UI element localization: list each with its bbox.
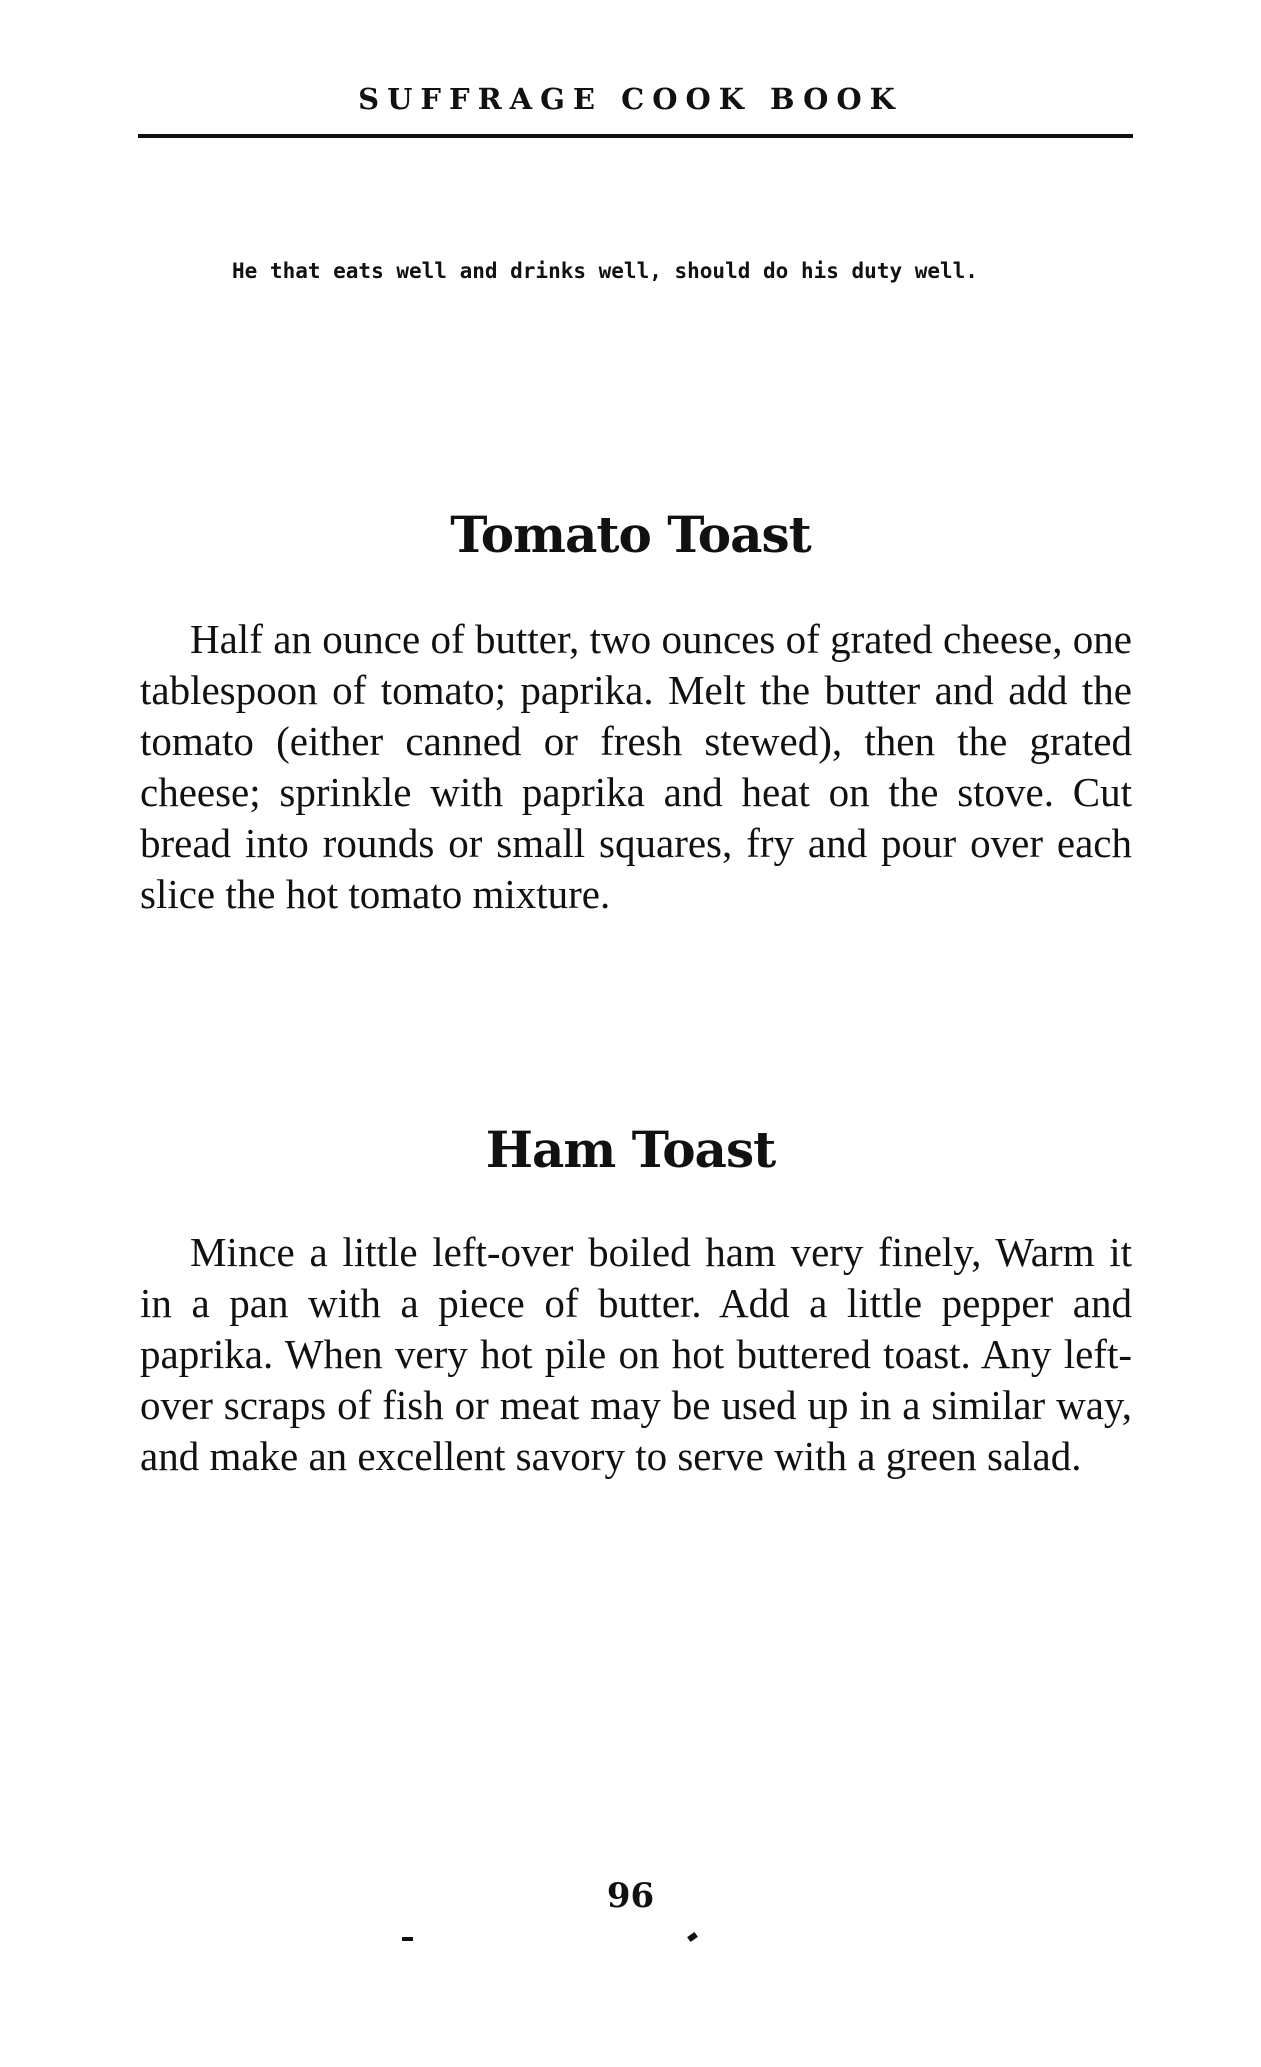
running-header: SUFFRAGE COOK BOOK — [358, 82, 903, 116]
epigraph: He that eats well and drinks well, should do his duty well. — [232, 259, 978, 283]
recipe-title-tomato-toast: Tomato Toast — [450, 505, 811, 564]
ink-speck — [402, 1937, 413, 1941]
header-rule — [138, 134, 1133, 138]
page-number: 96 — [606, 1876, 655, 1916]
recipe-title-ham-toast: Ham Toast — [485, 1120, 776, 1179]
recipe-body-ham-toast: Mince a little left-over boiled ham very finely, Warm it in a pan with a piece of butter. Add a little pepper and paprika. When very hot pile on hot buttered toast. Any left-over scraps of fish or meat may be used up in a similar way, and make an excellent savory to serve with a green salad. — [140, 1229, 1132, 1479]
recipe-body-tomato-toast: Half an ounce of butter, two ounces of grated cheese, one tablespoon of tomato; paprika. Melt the butter and add the tomato (either canned or fresh stewed), then the grated cheese; sprinkle with paprika and heat on the stove. Cut bread into rounds or small squares, fry and pour over each slice the hot tomato mixture. — [140, 616, 1132, 917]
ink-speck — [687, 1932, 698, 1942]
